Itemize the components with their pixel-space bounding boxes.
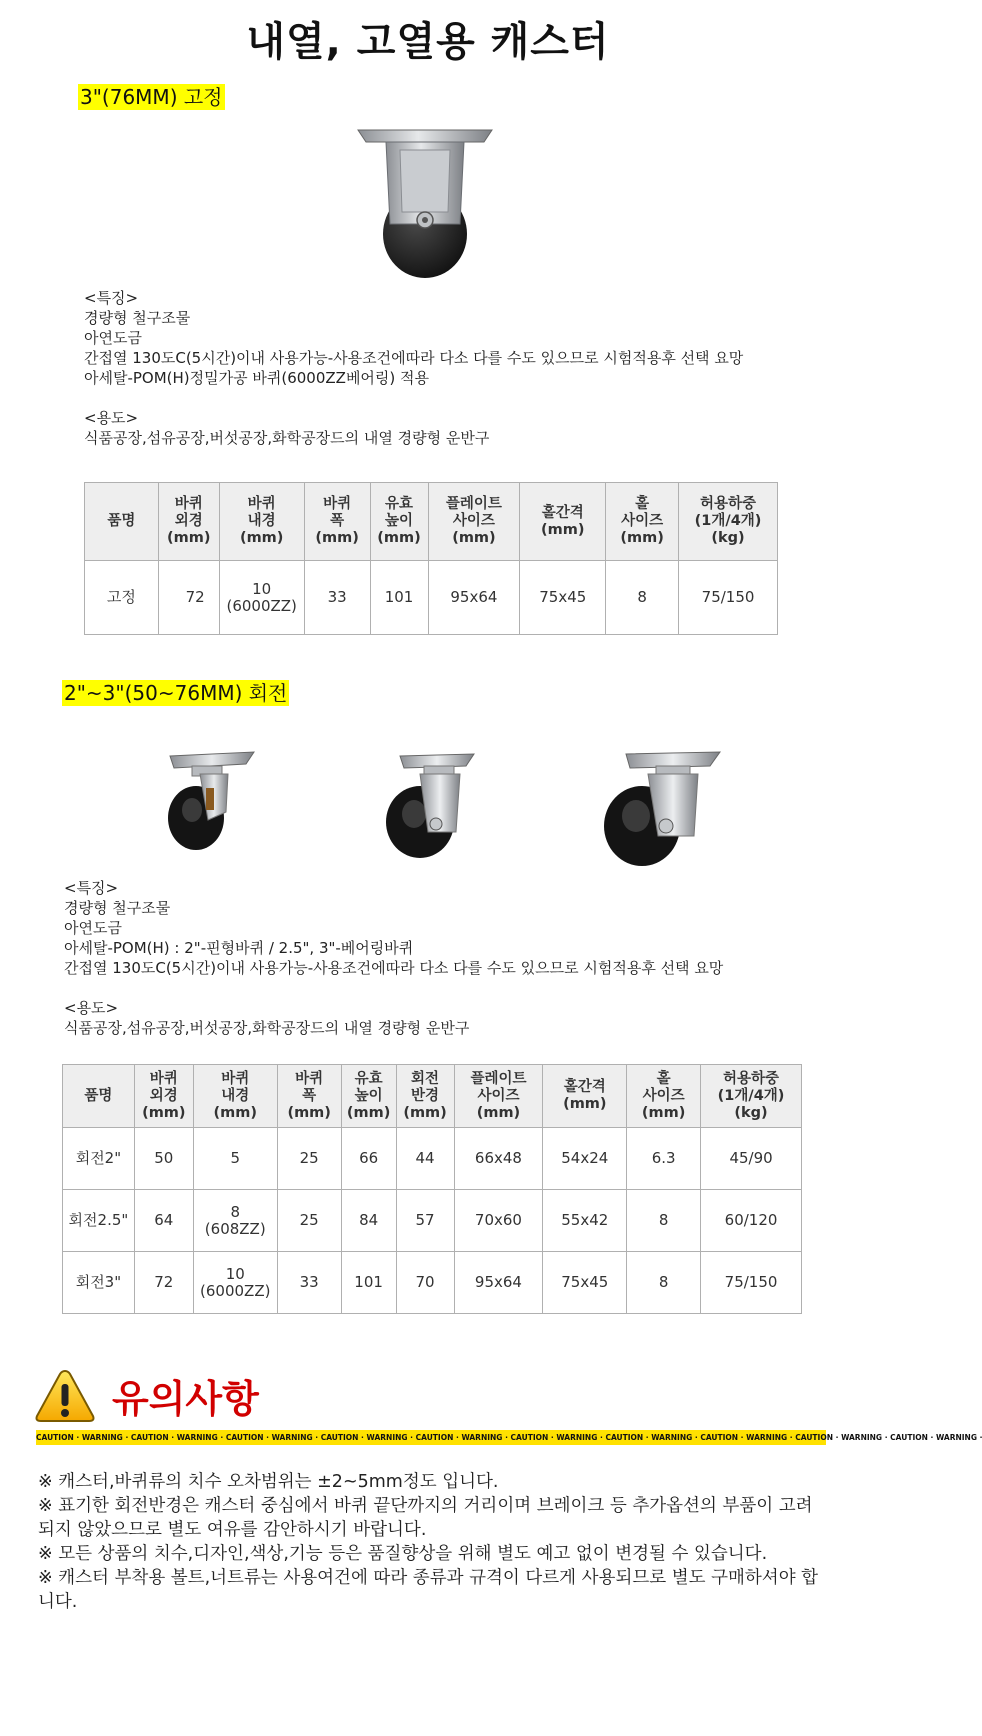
header-cell: 홀 사이즈 (mm) [606,483,679,561]
caution-strip-word: WARNING · [366,1433,416,1442]
section2-text [64,878,723,1038]
cell-name: 고정 [85,561,159,635]
caution-title: 유의사항 [112,1377,259,1421]
cell-load: 45/90 [701,1128,802,1190]
cell-hole-gap: 75x45 [543,1252,627,1314]
feature-line: 간접열 130도C(5시간)이내 사용가능-사용조건에따라 다소 다를 수도 있으므로 시험적용후 선택 요망 [84,349,744,367]
cell-outer: 50 [134,1128,193,1190]
header-cell: 홀간격 (mm) [520,483,606,561]
cell-width: 25 [277,1128,341,1190]
cell-width: 33 [277,1252,341,1314]
cell-radius: 57 [396,1190,454,1252]
section2-heading: 2"~3"(50~76MM) 회전 [64,681,288,705]
page-title: 내열, 고열용 캐스터 [246,19,610,65]
feature-line: 경량형 철구조물 [84,309,191,327]
cell-hole: 8 [627,1190,701,1252]
header-cell: 유효 높이 (mm) [370,483,428,561]
cell-name: 회전3" [63,1252,135,1314]
feature-line: 경량형 철구조물 [64,899,171,917]
cell-name: 회전2.5" [63,1190,135,1252]
header-cell: 바퀴 내경 (mm) [219,483,304,561]
caution-strip-word: CAUTION · [415,1433,462,1442]
table-header-row [63,1065,802,1128]
caution-strip-word: CAUTION · [605,1433,652,1442]
caution-strip-word: CAUTION · [225,1433,272,1442]
section1-heading: 3"(76MM) 고정 [80,85,223,109]
caution-strip-word: WARNING · [556,1433,606,1442]
cell-load: 60/120 [701,1190,802,1252]
cell-radius: 44 [396,1128,454,1190]
cell-plate: 95x64 [428,561,520,635]
cell-hole: 8 [606,561,679,635]
cell-width: 33 [304,561,370,635]
usage-line: 식품공장,섬유공장,버섯공장,화학공장드의 내열 경량형 운반구 [84,429,490,447]
cell-height: 101 [370,561,428,635]
header-cell: 회전 반경 (mm) [396,1065,454,1128]
header-cell: 플레이트 사이즈 (mm) [454,1065,543,1128]
caution-strip-word: CAUTION · [890,1433,936,1442]
header-cell: 홀 사이즈 (mm) [627,1065,701,1128]
usage-line: <용도> [64,999,119,1017]
header-cell: 바퀴 폭 (mm) [277,1065,341,1128]
note-line: ※ 모든 상품의 치수,디자인,색상,기능 등은 품질향상을 위해 별도 예고 없이 변경될 수 있습니다. [38,1544,768,1564]
caution-strip-word: CAUTION · [130,1433,177,1442]
cell-radius: 70 [396,1252,454,1314]
cell-hole-gap: 75x45 [520,561,606,635]
cell-name: 회전2" [63,1128,135,1190]
cell-hole: 6.3 [627,1128,701,1190]
note-line: ※ 표기한 회전반경은 캐스터 중심에서 바퀴 끝단까지의 거리이며 브레이크 등 추가옵션의 부품이 고려되지 않았으므로 별도 여유를 감안하시기 바랍니다. [38,1496,813,1540]
caution-strip-word: WARNING · [651,1433,701,1442]
cell-width: 25 [277,1190,341,1252]
caution-strip-word: WARNING · [935,1433,982,1442]
caution-strip-word: WARNING · [81,1433,131,1442]
caution-strip-word: WARNING · [176,1433,226,1442]
caution-strip-word: WARNING · [271,1433,321,1442]
header-cell: 바퀴 내경 (mm) [193,1065,277,1128]
cell-plate: 70x60 [454,1190,543,1252]
table-row [63,1190,802,1252]
feature-line: <특징> [84,289,139,307]
feature-line: 아연도금 [84,329,142,347]
table-row [85,561,778,635]
cell-outer: 64 [134,1190,193,1252]
cell-inner: 5 [193,1128,277,1190]
cell-hole-gap: 55x42 [543,1190,627,1252]
table-header-row [85,483,778,561]
caution-strip [36,1430,982,1445]
cell-inner: 10 (6000ZZ) [219,561,304,635]
header-cell: 품명 [63,1065,135,1128]
header-cell: 품명 [85,483,159,561]
cell-outer: 72 [158,561,219,635]
cell-hole: 8 [627,1252,701,1314]
usage-line: <용도> [84,409,139,427]
caution-strip-word: WARNING · [461,1433,511,1442]
feature-line: 아연도금 [64,919,122,937]
swivel-caster-2in-image [148,748,258,858]
header-cell: 허용하중 (1개/4개) (kg) [679,483,778,561]
header-cell: 플레이트 사이즈 (mm) [428,483,520,561]
fixed-caster-image [350,122,500,282]
feature-line: <특징> [64,879,119,897]
cell-outer: 72 [134,1252,193,1314]
caution-strip-word: WARNING · [746,1433,796,1442]
caution-strip-word: CAUTION · [795,1433,842,1442]
swivel-caster-3in-image [596,744,726,869]
header-cell: 홀간격 (mm) [543,1065,627,1128]
cell-load: 75/150 [679,561,778,635]
usage-line: 식품공장,섬유공장,버섯공장,화학공장드의 내열 경량형 운반구 [64,1019,470,1037]
header-cell: 바퀴 외경 (mm) [158,483,219,561]
cell-load: 75/150 [701,1252,802,1314]
cell-height: 84 [341,1190,396,1252]
fixed-caster-spec-table [84,482,778,635]
feature-line: 아세탈-POM(H)정밀가공 바퀴(6000ZZ베어링) 적용 [84,369,430,387]
caution-strip-word: CAUTION · [36,1433,82,1442]
swivel-caster-2-5in-image [370,748,480,863]
feature-line: 아세탈-POM(H) : 2"-핀형바퀴 / 2.5", 3"-베어링바퀴 [64,939,414,957]
header-cell: 유효 높이 (mm) [341,1065,396,1128]
header-cell: 바퀴 폭 (mm) [304,483,370,561]
warning-icon [34,1368,96,1424]
header-cell: 바퀴 외경 (mm) [134,1065,193,1128]
header-cell: 허용하중 (1개/4개) (kg) [701,1065,802,1128]
note-line: ※ 캐스터 부착용 볼트,너트류는 사용여건에 따라 종류과 규격이 다르게 사용되므로 별도 구매하셔야 합니다. [38,1568,819,1612]
cell-inner: 10 (6000ZZ) [193,1252,277,1314]
feature-line: 간접열 130도C(5시간)이내 사용가능-사용조건에따라 다소 다를 수도 있으므로 시험적용후 선택 요망 [64,959,724,977]
table-row [63,1128,802,1190]
note-line: ※ 캐스터,바퀴류의 치수 오차범위는 ±2~5mm정도 입니다. [38,1472,499,1492]
section1-text [84,288,743,448]
cell-hole-gap: 54x24 [543,1128,627,1190]
swivel-caster-spec-table [62,1064,802,1314]
cell-height: 66 [341,1128,396,1190]
table-row [63,1252,802,1314]
caution-strip-word: CAUTION · [510,1433,557,1442]
cell-plate: 95x64 [454,1252,543,1314]
caution-strip-word: WARNING · [841,1433,891,1442]
cell-inner: 8 (608ZZ) [193,1190,277,1252]
caution-notes [38,1470,828,1614]
caution-strip-word: CAUTION · [700,1433,747,1442]
caution-strip-word: CAUTION · [320,1433,367,1442]
cell-height: 101 [341,1252,396,1314]
cell-plate: 66x48 [454,1128,543,1190]
